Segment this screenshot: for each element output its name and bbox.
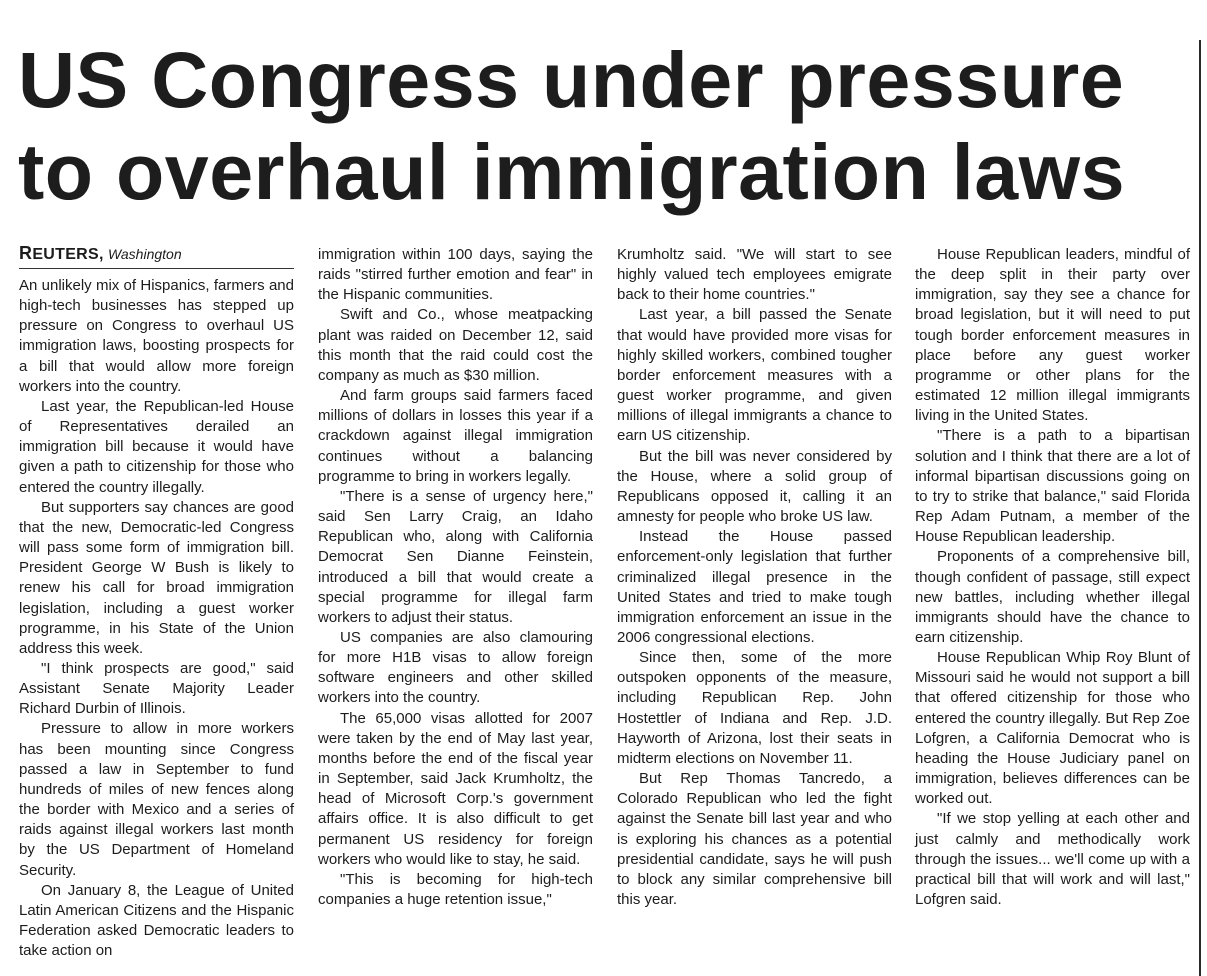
article-column-4 bbox=[915, 245, 1190, 910]
column-rule bbox=[1199, 40, 1201, 976]
paragraph: But Rep Thomas Tancredo, a Colorado Republican who led the fight against the Senate bill last year and who is exploring his chances as a potential presidential candidate, says he will push to block any similar comprehensive bill this year. bbox=[617, 770, 892, 908]
paragraph: Last year, a bill passed the Senate that would have provided more visas for highly skilled workers, combined tougher border enforcement measures with a guest worker programme, and given millions of illegal immigrants a chance to earn US citizenship. bbox=[617, 306, 892, 445]
headline-line-2: to overhaul immigration laws bbox=[18, 127, 1126, 216]
paragraph: The 65,000 visas allotted for 2007 were taken by the end of May last year, months before the end of the fiscal year in September, said Jack Krumholtz, the head of Microsoft Corp.'s government affairs office. It is also difficult to get permanent US residency for foreign workers who would like to stay, he said. bbox=[318, 709, 593, 868]
paragraph: House Republican leaders, mindful of the deep split in their party over immigration, say they see a chance for broad legislation, but it will need to put tough border enforcement measures in place before any guest worker programme or other plans for the estimated 12 million illegal immigrants living in the United States. bbox=[915, 246, 1190, 425]
paragraph: On January 8, the League of United Latin American Citizens and the Hispanic Federation asked Democratic leaders to take action on bbox=[19, 881, 294, 960]
article-column-2 bbox=[318, 245, 593, 910]
paragraph: And farm groups said farmers faced millions of dollars in losses this year if a crackdown against illegal immigration continues without a balancing programme to bring in workers legally. bbox=[318, 387, 593, 485]
paragraph: Pressure to allow in more workers has been mounting since Congress passed a law in September to fund hundreds of miles of new fences along the border with Mexico and a series of raids against illegal workers last month by the US Department of Homeland Security. bbox=[19, 720, 294, 879]
dateline bbox=[19, 243, 294, 269]
paragraph: "This is becoming for high-tech companies a huge retention issue," bbox=[318, 870, 593, 908]
paragraph: House Republican Whip Roy Blunt of Missouri said he would not support a bill that offered citizenship for those who entered the country illegally. But Rep Zoe Lofgren, a California Democrat who is heading the House Judiciary panel on immigration, believes differences can be worked out. bbox=[915, 649, 1190, 808]
paragraph: "There is a path to a bipartisan solution and I think that there are a lot of informal bipartisan discussions going on to try to strike that balance," said Florida Rep Adam Putnam, a member of the House Republican leadership. bbox=[915, 427, 1190, 546]
headline-line-1: US Congress under pressure bbox=[18, 35, 1125, 124]
paragraph: Swift and Co., whose meatpacking plant was raided on December 12, said this month that the raid could cost the company as much as $30 million. bbox=[318, 306, 593, 384]
dateline-location: Washington bbox=[107, 246, 182, 262]
paragraph: Last year, the Republican-led House of Representatives derailed an immigration bill because it would have given a path to citizenship for those who entered the country illegally. bbox=[19, 397, 294, 496]
paragraph: "If we stop yelling at each other and just calmly and methodically work through the issues... we'll come up with a practical bill that will work and will last," Lofgren said. bbox=[915, 810, 1190, 908]
paragraph: Krumholtz said. "We will start to see highly valued tech employees emigrate back to their home countries." bbox=[617, 246, 892, 304]
paragraph: Since then, some of the more outspoken opponents of the measure, including Republican Rep. John Hostettler of Indiana and Rep. J.D. Hayworth of Arizona, lost their seats in midterm elections on November 11. bbox=[617, 649, 892, 767]
paragraph: US companies are also clamouring for more H1B visas to allow foreign software engineers and other skilled workers into the country. bbox=[318, 628, 593, 707]
news-agency: REUTERS, bbox=[19, 243, 104, 263]
paragraph: But supporters say chances are good that the new, Democratic-led Congress will pass some form of immigration bill. President George W Bush is likely to renew his call for broad immigration legislation, including a guest worker programme, in his State of the Union address this week. bbox=[19, 498, 294, 657]
paragraph: Proponents of a comprehensive bill, though confident of passage, still expect new battles, including whether illegal immigrants should have the chance to earn citizenship. bbox=[915, 548, 1190, 646]
paragraph: But the bill was never considered by the House, where a solid group of Republicans opposed it, calling it an amnesty for people who broke US law. bbox=[617, 447, 892, 526]
paragraph: immigration within 100 days, saying the raids "stirred further emotion and fear" in the Hispanic communities. bbox=[318, 246, 593, 304]
paragraph: Instead the House passed enforcement-only legislation that further criminalized illegal presence in the United States and tried to make tough immigration enforcement an issue in the 2006 congressional elections. bbox=[617, 528, 892, 646]
headline bbox=[18, 34, 1188, 218]
article-column-3 bbox=[617, 245, 892, 910]
paragraph: "I think prospects are good," said Assistant Senate Majority Leader Richard Durbin of Illinois. bbox=[19, 659, 294, 718]
paragraph: An unlikely mix of Hispanics, farmers and high-tech businesses has stepped up pressure on Congress to overhaul US immigration laws, boosting prospects for a bill that would allow more foreign workers into the country. bbox=[19, 277, 294, 395]
paragraph: "There is a sense of urgency here," said Sen Larry Craig, an Idaho Republican who, along with California Democrat Sen Dianne Feinstein, introduced a bill that would create a special programme for illegal farm workers to adjust their status. bbox=[318, 487, 593, 626]
article-column-1 bbox=[19, 243, 294, 961]
